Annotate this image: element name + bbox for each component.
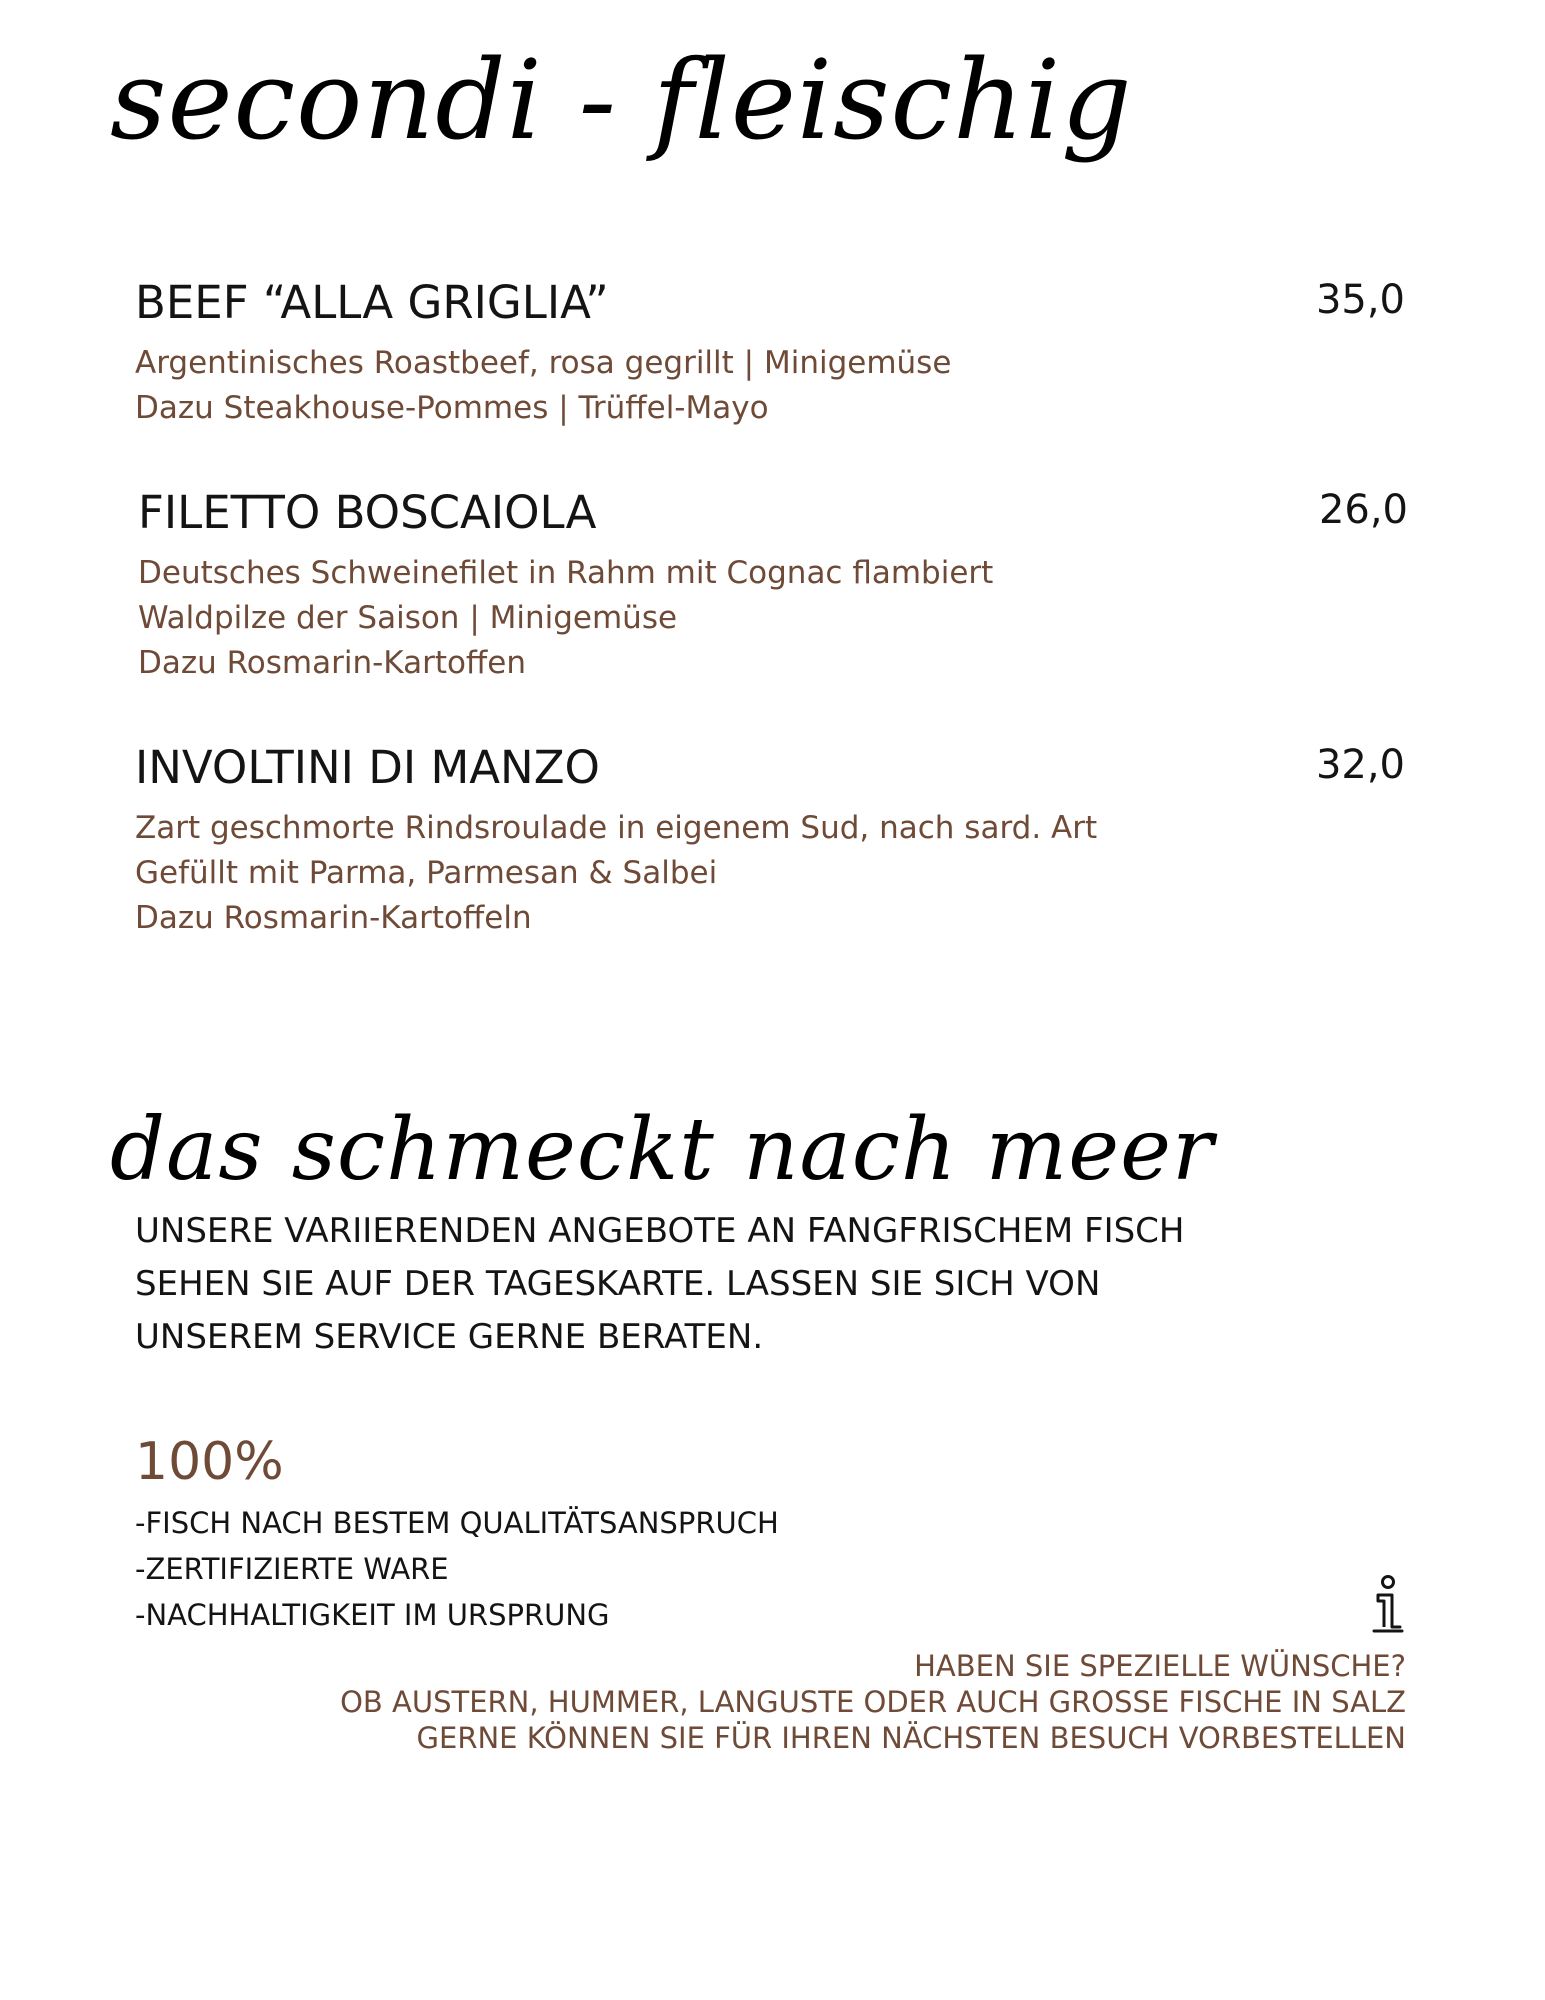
fish-info-line: SEHEN SIE AUF DER TAGESKARTE. LASSEN SIE SICH VON [135,1264,1101,1304]
dish-price: 35,0 [1315,277,1405,323]
dish-description-line: Waldpilze der Saison | Minigemüse [138,600,678,636]
fish-info-line: UNSEREM SERVICE GERNE BERATEN. [135,1317,764,1357]
quality-list-item: -ZERTIFIZIERTE WARE [135,1552,449,1586]
dish-price: 26,0 [1318,487,1408,533]
dish-description-line: Dazu Rosmarin-Kartoffeln [135,900,532,936]
dish-price: 32,0 [1315,742,1405,788]
special-requests-line: OB AUSTERN, HUMMER, LANGUSTE ODER AUCH GROSSE FISCHE IN SALZ [340,1685,1406,1719]
dish-description [135,806,1097,941]
info-icon [1370,1575,1406,1635]
dish-name: FILETTO BOSCAIOLA [138,486,597,539]
section-title-meer: das schmeckt nach meer [110,1100,1215,1200]
dish-description-line: Deutsches Schweinefilet in Rahm mit Cognac flambiert [138,555,994,591]
special-requests-line: GERNE KÖNNEN SIE FÜR IHREN NÄCHSTEN BESUCH VORBESTELLEN [416,1721,1406,1755]
quality-list [135,1500,779,1638]
quality-list-item: -NACHHALTIGKEIT IM URSPRUNG [135,1598,610,1632]
fish-info-text [135,1205,1184,1364]
dish-description-line: Zart geschmorte Rindsroulade in eigenem Sud, nach sard. Art [135,810,1098,846]
dish-description-line: Gefüllt mit Parma, Parmesan & Salbei [135,855,718,891]
special-requests-line: HABEN SIE SPEZIELLE WÜNSCHE? [914,1649,1406,1683]
fish-info-line: UNSERE VARIIERENDEN ANGEBOTE AN FANGFRISCHEM FISCH [135,1211,1185,1251]
quality-percent: 100% [135,1432,284,1492]
dish-name: INVOLTINI DI MANZO [135,741,600,794]
special-requests-note [340,1648,1406,1756]
dish-description-line: Dazu Steakhouse-Pommes | Trüffel-Mayo [135,390,769,426]
dish-description [135,341,951,431]
dish-description-line: Argentinisches Roastbeef, rosa gegrillt | Minigemüse [135,345,952,381]
dish-name: BEEF “ALLA GRIGLIA” [135,276,609,329]
dish-description [138,551,993,686]
page-title-secondi: secondi - fleischig [110,36,1133,164]
quality-list-item: -FISCH NACH BESTEM QUALITÄTSANSPRUCH [135,1506,779,1540]
dish-description-line: Dazu Rosmarin-Kartoffen [138,645,527,681]
